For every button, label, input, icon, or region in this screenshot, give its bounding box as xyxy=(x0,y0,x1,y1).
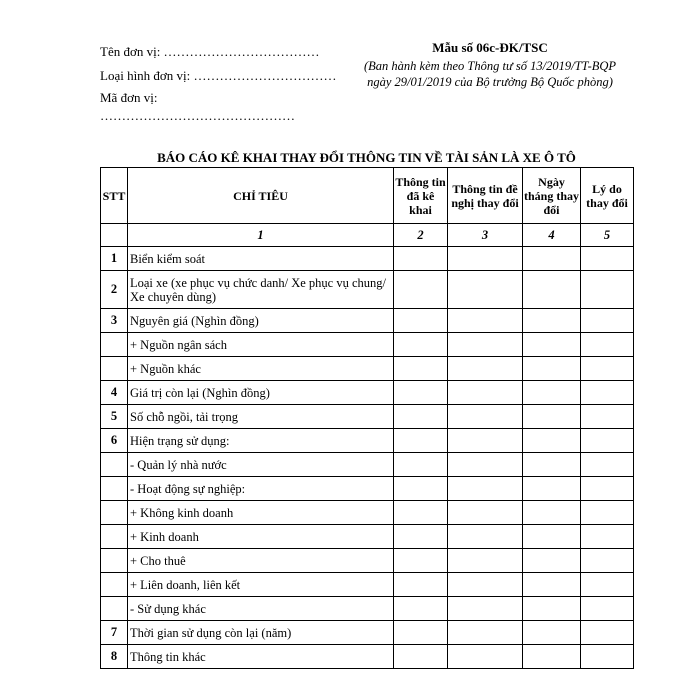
change-date-cell[interactable] xyxy=(523,453,581,477)
proposed-info-cell[interactable] xyxy=(448,381,523,405)
column-number-cell: 1 xyxy=(128,224,394,247)
change-reason-cell[interactable] xyxy=(581,247,634,271)
table-row xyxy=(101,501,634,525)
change-reason-cell[interactable] xyxy=(581,549,634,573)
change-reason-cell[interactable] xyxy=(581,309,634,333)
row-stt: 3 xyxy=(101,309,128,333)
proposed-info-cell[interactable] xyxy=(448,525,523,549)
declared-info-cell[interactable] xyxy=(394,405,448,429)
table-row xyxy=(101,477,634,501)
change-reason-cell[interactable] xyxy=(581,271,634,309)
col-header-change-date: Ngày tháng thay đổi xyxy=(523,168,581,224)
change-reason-cell[interactable] xyxy=(581,525,634,549)
col-header-proposed-info: Thông tin đề nghị thay đổi xyxy=(448,168,523,224)
declared-info-cell[interactable] xyxy=(394,525,448,549)
change-date-cell[interactable] xyxy=(523,381,581,405)
declared-info-cell[interactable] xyxy=(394,549,448,573)
row-label: + Không kinh doanh xyxy=(128,501,394,525)
proposed-info-cell[interactable] xyxy=(448,501,523,525)
row-stt: 1 xyxy=(101,247,128,271)
row-label: Thông tin khác xyxy=(128,645,394,669)
row-label: Thời gian sử dụng còn lại (năm) xyxy=(128,621,394,645)
row-stt xyxy=(101,549,128,573)
change-date-cell[interactable] xyxy=(523,645,581,669)
table-row xyxy=(101,381,634,405)
row-stt: 4 xyxy=(101,381,128,405)
table-row xyxy=(101,453,634,477)
table-row xyxy=(101,549,634,573)
change-reason-cell[interactable] xyxy=(581,333,634,357)
row-label: + Nguồn khác xyxy=(128,357,394,381)
declared-info-cell[interactable] xyxy=(394,477,448,501)
row-label: + Nguồn ngân sách xyxy=(128,333,394,357)
change-date-cell[interactable] xyxy=(523,597,581,621)
table-row xyxy=(101,621,634,645)
proposed-info-cell[interactable] xyxy=(448,247,523,271)
column-number-cell xyxy=(101,224,128,247)
row-stt xyxy=(101,597,128,621)
unit-code-dots: ……………………………………… xyxy=(100,108,295,123)
change-date-cell[interactable] xyxy=(523,549,581,573)
table-row xyxy=(101,309,634,333)
row-stt: 7 xyxy=(101,621,128,645)
change-date-cell[interactable] xyxy=(523,405,581,429)
proposed-info-cell[interactable] xyxy=(448,405,523,429)
row-label: + Liên doanh, liên kết xyxy=(128,573,394,597)
row-stt xyxy=(101,525,128,549)
row-stt: 8 xyxy=(101,645,128,669)
form-info-block xyxy=(340,40,640,90)
change-reason-cell[interactable] xyxy=(581,645,634,669)
declared-info-cell[interactable] xyxy=(394,645,448,669)
column-number-row xyxy=(101,224,634,247)
row-label: + Kinh doanh xyxy=(128,525,394,549)
table-row xyxy=(101,525,634,549)
column-number-cell: 4 xyxy=(523,224,581,247)
proposed-info-cell[interactable] xyxy=(448,453,523,477)
row-label: + Cho thuê xyxy=(128,549,394,573)
change-reason-cell[interactable] xyxy=(581,477,634,501)
table-row xyxy=(101,645,634,669)
row-stt: 5 xyxy=(101,405,128,429)
row-label: - Quản lý nhà nước xyxy=(128,453,394,477)
col-header-criteria: CHỈ TIÊU xyxy=(128,168,394,224)
change-reason-cell[interactable] xyxy=(581,621,634,645)
table-row xyxy=(101,573,634,597)
change-date-cell[interactable] xyxy=(523,621,581,645)
row-label: Loại xe (xe phục vụ chức danh/ Xe phục vụ chung/ Xe chuyên dùng) xyxy=(128,271,394,309)
proposed-info-cell[interactable] xyxy=(448,573,523,597)
table-row xyxy=(101,429,634,453)
proposed-info-cell[interactable] xyxy=(448,549,523,573)
change-reason-cell[interactable] xyxy=(581,429,634,453)
row-stt xyxy=(101,453,128,477)
column-number-cell: 2 xyxy=(394,224,448,247)
row-label: Nguyên giá (Nghìn đồng) xyxy=(128,309,394,333)
declared-info-cell[interactable] xyxy=(394,429,448,453)
proposed-info-cell[interactable] xyxy=(448,597,523,621)
change-reason-cell[interactable] xyxy=(581,597,634,621)
change-date-cell[interactable] xyxy=(523,247,581,271)
row-label: - Hoạt động sự nghiệp: xyxy=(128,477,394,501)
proposed-info-cell[interactable] xyxy=(448,477,523,501)
declared-info-cell[interactable] xyxy=(394,247,448,271)
row-label: - Sử dụng khác xyxy=(128,597,394,621)
proposed-info-cell[interactable] xyxy=(448,309,523,333)
table-row xyxy=(101,333,634,357)
row-stt xyxy=(101,573,128,597)
col-header-stt: STT xyxy=(101,168,128,224)
table-row xyxy=(101,247,634,271)
issued-line-1: (Ban hành kèm theo Thông tư số 13/2019/TT-BQP xyxy=(363,59,617,73)
proposed-info-cell[interactable] xyxy=(448,429,523,453)
issued-line-2: ngày 29/01/2019 của Bộ trưởng Bộ Quốc phòng) xyxy=(367,75,613,89)
table-header-row xyxy=(101,168,634,224)
change-date-cell[interactable] xyxy=(523,429,581,453)
change-reason-cell[interactable] xyxy=(581,381,634,405)
unit-info-block xyxy=(100,40,337,124)
row-label: Giá trị còn lại (Nghìn đồng) xyxy=(128,381,394,405)
proposed-info-cell[interactable] xyxy=(448,333,523,357)
declared-info-cell[interactable] xyxy=(394,453,448,477)
declared-info-cell[interactable] xyxy=(394,597,448,621)
form-number: Mẫu số 06c-ĐK/TSC xyxy=(432,40,548,55)
change-date-cell[interactable] xyxy=(523,477,581,501)
declared-info-cell[interactable] xyxy=(394,501,448,525)
unit-name-field: Tên đơn vị: ……………………………… xyxy=(100,44,320,59)
declared-info-cell[interactable] xyxy=(394,621,448,645)
change-reason-cell[interactable] xyxy=(581,453,634,477)
declared-info-cell[interactable] xyxy=(394,271,448,309)
change-date-cell[interactable] xyxy=(523,573,581,597)
change-reason-cell[interactable] xyxy=(581,405,634,429)
report-table xyxy=(100,167,634,669)
row-label: Số chỗ ngồi, tải trọng xyxy=(128,405,394,429)
declared-info-cell[interactable] xyxy=(394,573,448,597)
unit-type-field: Loại hình đơn vị: …………………………… xyxy=(100,68,337,83)
declared-info-cell[interactable] xyxy=(394,381,448,405)
table-row xyxy=(101,597,634,621)
row-stt xyxy=(101,357,128,381)
proposed-info-cell[interactable] xyxy=(448,621,523,645)
proposed-info-cell[interactable] xyxy=(448,271,523,309)
row-label: Hiện trạng sử dụng: xyxy=(128,429,394,453)
change-reason-cell[interactable] xyxy=(581,357,634,381)
column-number-cell: 3 xyxy=(448,224,523,247)
declared-info-cell[interactable] xyxy=(394,333,448,357)
table-row xyxy=(101,357,634,381)
proposed-info-cell[interactable] xyxy=(448,645,523,669)
change-date-cell[interactable] xyxy=(523,357,581,381)
declared-info-cell[interactable] xyxy=(394,357,448,381)
column-number-cell: 5 xyxy=(581,224,634,247)
row-stt: 6 xyxy=(101,429,128,453)
proposed-info-cell[interactable] xyxy=(448,357,523,381)
col-header-change-reason: Lý do thay đổi xyxy=(581,168,634,224)
change-date-cell[interactable] xyxy=(523,525,581,549)
row-stt xyxy=(101,501,128,525)
table-row xyxy=(101,271,634,309)
change-date-cell[interactable] xyxy=(523,333,581,357)
report-title: BÁO CÁO KÊ KHAI THAY ĐỔI THÔNG TIN VỀ TÀI SẢN LÀ XE Ô TÔ xyxy=(157,150,576,165)
col-header-declared-info: Thông tin đã kê khai xyxy=(394,168,448,224)
row-stt xyxy=(101,477,128,501)
table-row xyxy=(101,405,634,429)
change-date-cell[interactable] xyxy=(523,501,581,525)
declared-info-cell[interactable] xyxy=(394,309,448,333)
row-stt xyxy=(101,333,128,357)
row-stt: 2 xyxy=(101,271,128,309)
change-date-cell[interactable] xyxy=(523,309,581,333)
change-date-cell[interactable] xyxy=(523,271,581,309)
change-reason-cell[interactable] xyxy=(581,501,634,525)
change-reason-cell[interactable] xyxy=(581,573,634,597)
unit-code-field: Mã đơn vị: xyxy=(100,90,158,105)
row-label: Biển kiểm soát xyxy=(128,247,394,271)
